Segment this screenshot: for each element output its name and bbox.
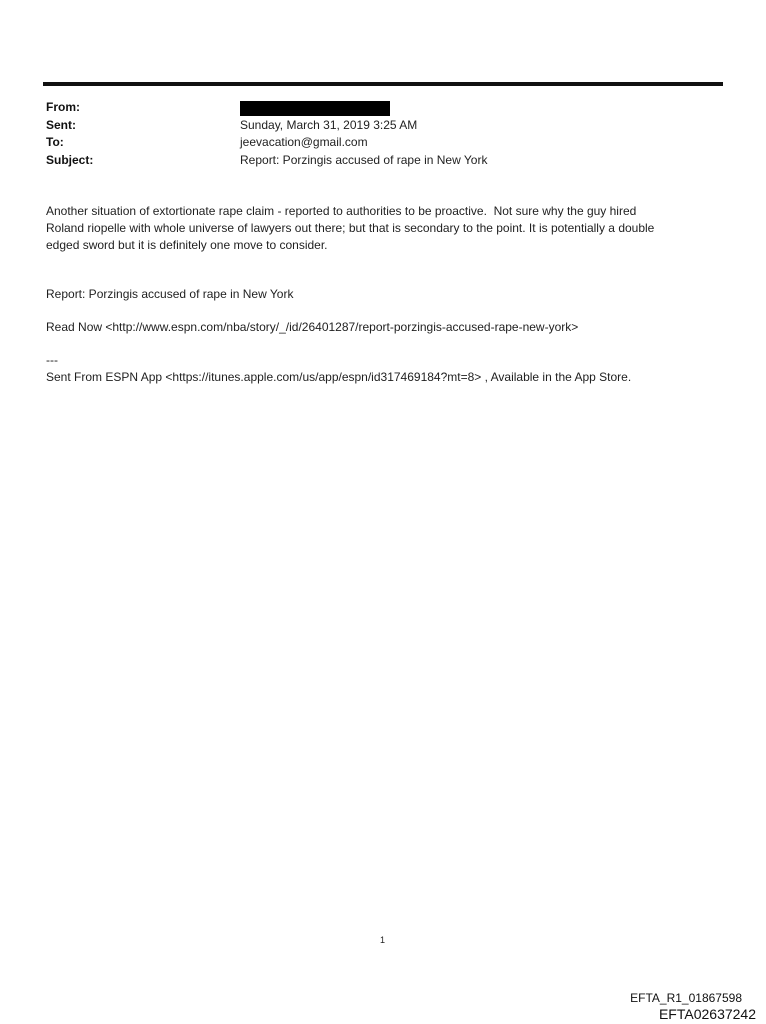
sent-from-line[interactable]: Sent From ESPN App <https://itunes.apple.com/us/app/espn/id317469184?mt=8> , Available in the App Store. xyxy=(46,370,632,384)
sent-label: Sent: xyxy=(46,117,76,132)
read-now-link[interactable]: Read Now <http://www.espn.com/nba/story/_/id/26401287/report-porzingis-accused-rape-new-york> xyxy=(46,320,579,334)
article-title: Report: Porzingis accused of rape in New York xyxy=(46,287,294,301)
document-id-secondary: EFTA02637242 xyxy=(658,1006,756,1022)
subject-value: Report: Porzingis accused of rape in New York xyxy=(240,152,488,167)
to-label: To: xyxy=(46,135,64,149)
from-label: From: xyxy=(46,100,80,114)
to-row xyxy=(46,134,706,152)
page-number: 1 xyxy=(380,935,386,945)
email-header xyxy=(46,99,706,169)
to-value: jeevacation@gmail.com xyxy=(240,135,368,149)
from-row xyxy=(46,99,706,117)
from-redaction xyxy=(240,101,390,116)
sent-value: Sunday, March 31, 2019 3:25 AM xyxy=(240,117,418,132)
signature-separator: --- xyxy=(46,353,58,367)
header-divider xyxy=(43,82,723,86)
subject-row xyxy=(46,152,706,170)
subject-label: Subject: xyxy=(46,152,94,167)
document-id-primary: EFTA_R1_01867598 xyxy=(630,991,742,1005)
email-body xyxy=(46,203,706,254)
body-paragraph: Another situation of extortionate rape claim - reported to authorities to be proactive. Not sure why the guy hired Roland riopelle with whole universe of lawyers out there; but that is secondary to the point. It is potentially a double edged sword but it is definitely one move to consider. xyxy=(46,204,655,252)
sent-row xyxy=(46,117,706,135)
